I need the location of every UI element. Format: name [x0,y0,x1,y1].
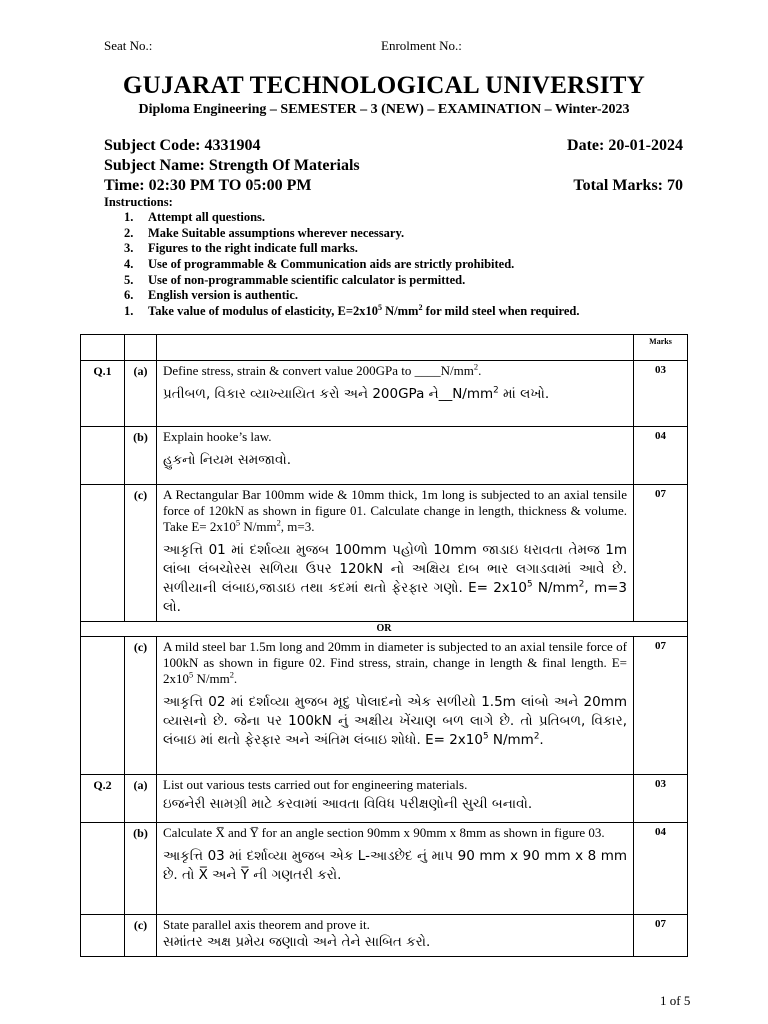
instruction-item: 2. Make Suitable assumptions wherever necessary. [124,225,405,240]
question-marks: 04 [634,427,688,485]
question-marks: 03 [634,775,688,823]
exam-time: Time: 02:30 PM TO 05:00 PM [104,177,312,194]
sub-question-label: (c) [125,915,157,957]
enrolment-number-label: Enrolment No.: [381,38,462,53]
instruction-item: 4. Use of programmable & Communication aids are strictly prohibited. [124,257,515,272]
question-text: Calculate X̅ and Y̅ for an angle section 90mm x 90mm x 8mm as shown in figure 03. આકૃત્તિ 03 માં દર્શાવ્યા મુજબ એક L-આડછેદ નું માપ 90 mm x 90 mm x 8 mm છે. તો X̅ અને Y̅ ની ગણતરી કરો. [157,823,634,915]
sub-question-label: (c) [125,485,157,622]
question-marks: 07 [634,485,688,622]
instruction-item: 1. Attempt all questions. [124,210,266,224]
marks-header: Marks [634,335,688,361]
question-row [81,637,688,775]
marks-header-row [81,335,688,361]
question-marks: 03 [634,361,688,427]
question-row [81,775,688,823]
question-marks: 04 [634,823,688,915]
question-marks: 07 [634,915,688,957]
sub-question-label: (b) [125,823,157,915]
question-row [81,915,688,957]
question-row [81,427,688,485]
question-number: Q.2 [81,775,125,823]
question-text: A mild steel bar 1.5m long and 20mm in diameter is subjected to an axial tensile force of 100kN as shown in figure 02. Find stress, strain, change in length & final length. $E= 2x10^5$ $N/mm^2$. આકૃત્તિ 02 માં દર્શાવ્યા મુજબ મૃદુ પોલાદનો એક સળીયો 1.5m લાંબો અને 20mm વ્યાસનો છે. જેના પર 100kN નું અક્ષીય ખેંચાણ બળ લાગે છે. તો પ્રતિબળ, વિકાર, લંબાઇ માં થતો ફેરફાર અને અંતિમ લંબાઇ શોધો. $E= 2x10^5$ $N/mm^2$. [157,637,634,775]
question-text: State parallel axis theorem and prove it. સમાંતર અક્ષ પ્રમેય જણાવો અને તેને સાબિત કરો. [157,915,634,957]
question-text: A Rectangular Bar 100mm wide & 10mm thick, 1m long is subjected to an axial tensile force of 120kN as shown in figure 01. Calculate change in length, thickness & volume. Take $E= 2x10^5$ $N/mm^2$, m=3. આકૃત્તિ 01 માં દર્શાવ્યા મુજબ 100mm પહોળો 10mm જાડાઇ ધરાવતા તેમજ 1m લાંબા લંબચોરસ સળિયા ઉપર 120kN નો અક્ષિય દાબ ભાર લગાડવામાં આવે છે. સળીયાની લંબાઇ,જાડાઇ તથા કદમાં થતો ફેરફાર ગણો. $E= 2x10^5$ $N/mm^2$, m=3 લો. [157,485,634,622]
sub-question-label: (a) [125,775,157,823]
instruction-item: 5. Use of non-programmable scientific calculator is permitted. [124,272,466,287]
seat-number-label: Seat No.: [104,38,153,53]
or-label: OR [81,622,688,637]
sub-question-label: (c) [125,637,157,775]
instructions-list [124,210,579,320]
question-marks: 07 [634,637,688,775]
sub-question-label: (a) [125,361,157,427]
sub-question-label: (b) [125,427,157,485]
or-row [81,622,688,637]
instruction-item: 6. English version is authentic. [124,288,299,303]
exam-date: Date: 20-01-2024 [567,137,683,154]
instructions-heading: Instructions: [104,195,173,209]
page-number: 1 of 5 [660,993,691,1008]
subject-code: Subject Code: 4331904 [104,137,261,154]
question-row [81,361,688,427]
question-text: List out various tests carried out for engineering materials. ઇજનેરી સામગ્રી માટે કરવામાં આવતા વિવિધ પરીક્ષણોની સુચી બનાવો. [157,775,634,823]
question-row [81,823,688,915]
question-text: Explain hooke’s law. હુકનો નિયમ સમજાવો. [157,427,634,485]
question-text: Define stress, strain & convert value 200GPa to $\_\_\_\_N/mm^2$. પ્રતીબળ, વિકાર વ્યાખ્યાયિત કરો અને 200GPa $ને\_\_N/mm^2$ માં લખો. [157,361,634,427]
question-number: Q.1 [81,361,125,427]
university-title: GUJARAT TECHNOLOGICAL UNIVERSITY [122,72,646,99]
exam-line: Diploma Engineering – SEMESTER – 3 (NEW) – EXAMINATION – Winter-2023 [138,102,630,117]
instruction-extra: 1. Take value of modulus of elasticity, $E=2x10^5$ $N/mm^2$ for mild steel when required. [124,302,580,319]
instruction-item: 3. Figures to the right indicate full marks. [124,241,358,256]
subject-name: Subject Name: Strength Of Materials [104,157,360,174]
question-row [81,485,688,622]
total-marks: Total Marks: 70 [573,177,683,194]
question-table [80,334,688,957]
